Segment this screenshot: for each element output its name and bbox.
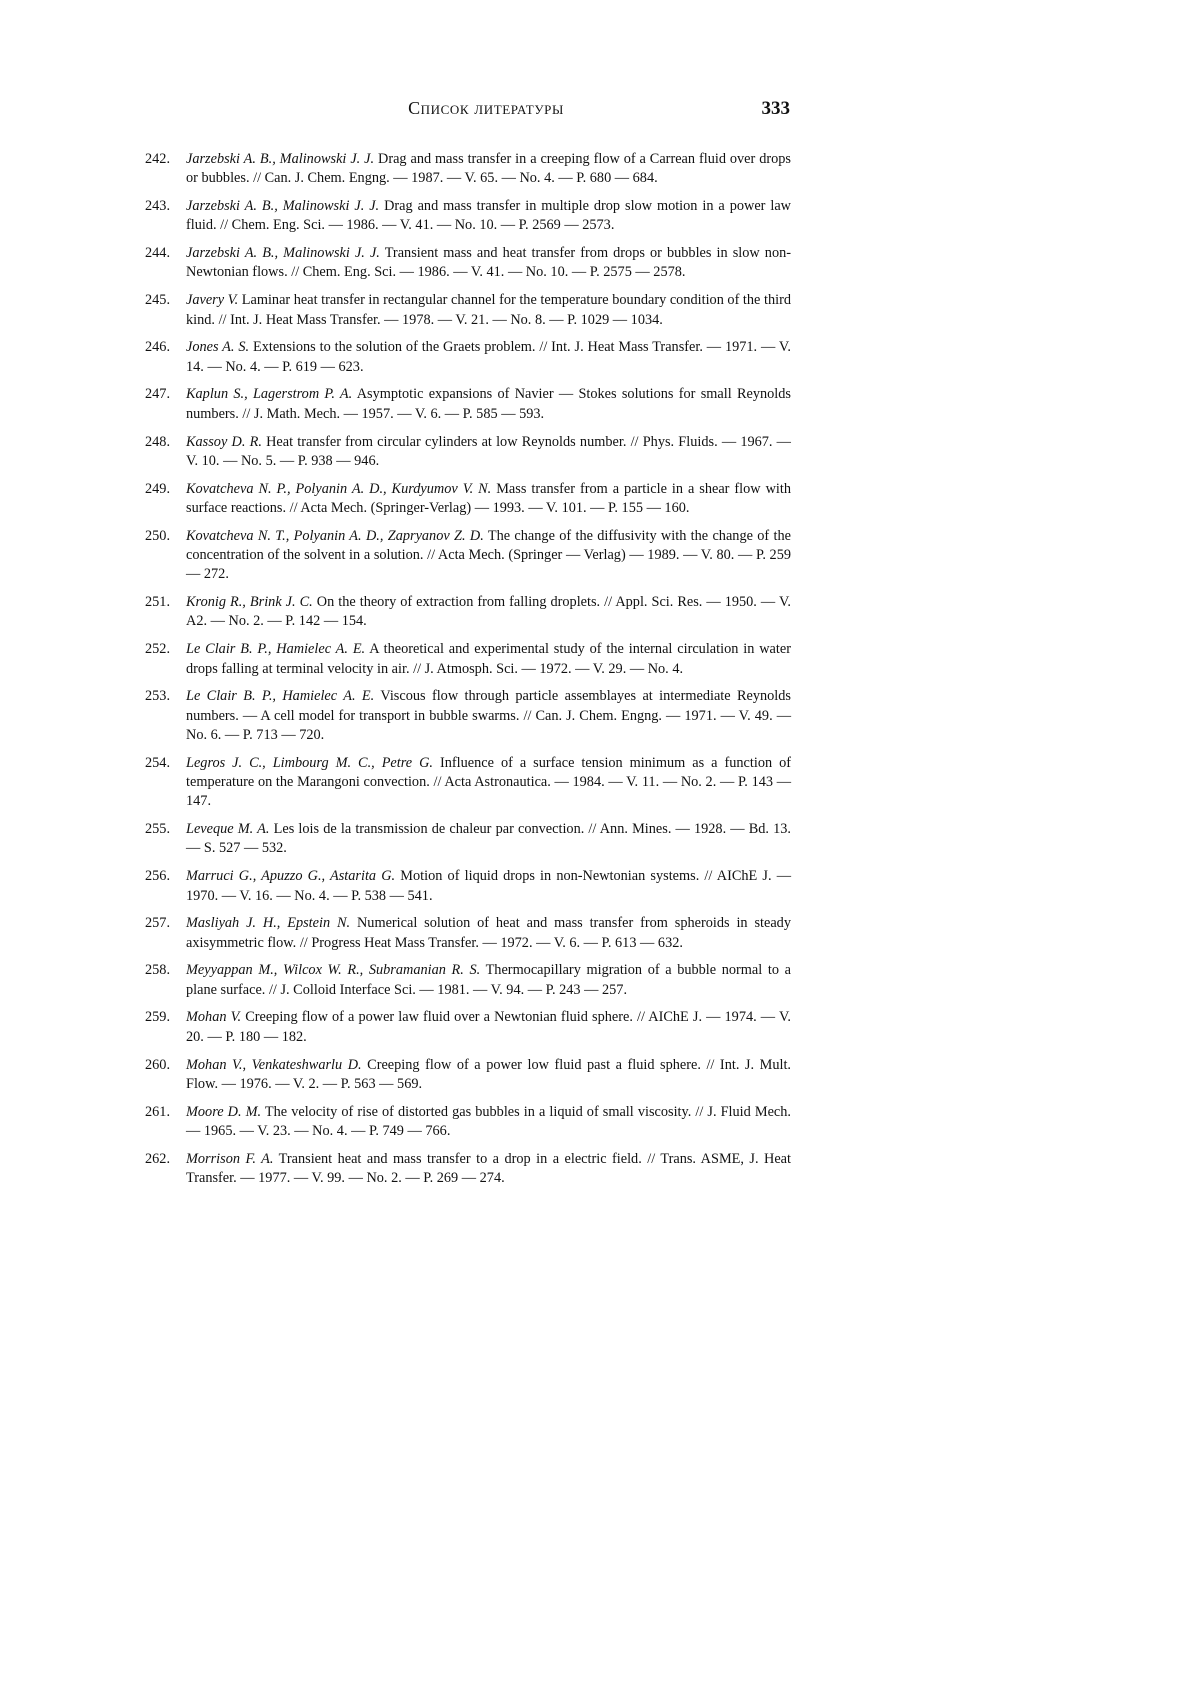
reference-number: 242. [145, 151, 171, 167]
reference-number: 254. [145, 754, 171, 771]
reference-text: On the theory of extraction from falling droplets. // Appl. Sci. Res. — 1950. — V. A2. — No. 2. — P. 142 — 154. [186, 594, 791, 630]
reference-item [145, 197, 791, 236]
reference-text: Numerical solution of heat and mass transfer from spheroids in steady axisymmetric flow. // Progress Heat Mass Transfer. — 1972. — V. 6. — P. 613 — 632. [186, 915, 791, 951]
reference-number: 258. [145, 962, 171, 979]
reference-item [145, 1008, 791, 1047]
reference-number: 255. [145, 821, 171, 838]
reference-item [145, 914, 791, 953]
reference-number: 246. [145, 339, 171, 356]
reference-number: 249. [145, 480, 171, 497]
reference-authors: Masliyah J. H., Epstein N. [186, 915, 351, 932]
reference-number: 256. [145, 868, 171, 885]
reference-number: 244. [145, 245, 171, 262]
reference-authors: Kaplun S., Lagerstrom P. A. [186, 386, 353, 403]
reference-number: 260. [145, 1056, 171, 1073]
reference-number: 247. [145, 386, 171, 403]
reference-authors: Kassoy D. R. [186, 433, 262, 450]
reference-item [145, 244, 791, 283]
reference-authors: Meyyappan M., Wilcox W. R., Subramanian R. S. [186, 962, 481, 979]
reference-item [145, 820, 791, 859]
reference-authors: Mohan V. [186, 1009, 242, 1026]
running-title: Список литературы [408, 98, 564, 118]
reference-item [145, 1150, 791, 1189]
reference-number: 253. [145, 688, 171, 705]
reference-authors: Mohan V., Venkateshwarlu D. [186, 1056, 362, 1073]
reference-text: A theoretical and experimental study of the internal circulation in water drops falling at terminal velocity in air. // J. Atmosph. Sci. — 1972. — V. 29. — No. 4. [186, 641, 791, 677]
page-number: 333 [761, 98, 790, 119]
reference-text: Asymptotic expansions of Navier — Stokes solutions for small Reynolds numbers. // J. Math. Mech. — 1957. — V. 6. — P. 585 — 593. [186, 386, 791, 422]
reference-authors: Javery V. [186, 292, 239, 309]
reference-text: Drag and mass transfer in multiple drop slow motion in a power law fluid. // Chem. Eng. Sci. — 1986. — V. 41. — No. 10. — P. 2569 — 2573. [186, 198, 792, 234]
reference-number: 243. [145, 198, 171, 215]
reference-item [145, 687, 791, 745]
reference-authors: Kovatcheva N. P., Polyanin A. D., Kurdyumov V. N. [186, 480, 492, 497]
reference-item [145, 1056, 791, 1095]
reference-text: Influence of a surface tension minimum as a function of temperature on the Marangoni convection. // Acta Astronautica. — 1984. — V. 11. — No. 2. — P. 143 — 147. [186, 754, 792, 810]
reference-item [145, 291, 791, 330]
reference-text: Motion of liquid drops in non-Newtonian systems. // AIChE J. — 1970. — V. 16. — No. 4. — P. 538 — 541. [186, 868, 791, 904]
reference-item [145, 480, 791, 519]
reference-authors: Jarzebski A. B., Malinowski J. J. [186, 198, 380, 215]
reference-item [145, 754, 791, 812]
reference-text: Laminar heat transfer in rectangular channel for the temperature boundary condition of the third kind. // Int. J. Heat Mass Transfer. — 1978. — V. 21. — No. 8. — P. 1029 — 1034. [186, 292, 791, 328]
reference-authors: Kovatcheva N. T., Polyanin A. D., Zapryanov Z. D. [186, 527, 484, 544]
reference-authors: Moore D. M. [186, 1103, 262, 1120]
page-header [182, 98, 790, 126]
reference-item [145, 640, 791, 679]
reference-text: The change of the diffusivity with the change of the concentration of the solvent in a solution. // Acta Mech. (Springer — Verlag) — 1989. — V. 80. — P. 259 — 272. [186, 527, 791, 583]
reference-authors: Leveque M. A. [186, 821, 270, 838]
reference-authors: Jarzebski A. B., Malinowski J. J. [186, 245, 380, 262]
reference-authors: Le Clair B. P., Hamielec A. E. [186, 641, 366, 658]
reference-text: Heat transfer from circular cylinders at low Reynolds number. // Phys. Fluids. — 1967. — V. 10. — No. 5. — P. 938 — 946. [186, 433, 791, 469]
reference-text: Creeping flow of a power low fluid past a fluid sphere. // Int. J. Mult. Flow. — 1976. — V. 2. — P. 563 — 569. [186, 1056, 791, 1092]
reference-number: 257. [145, 915, 171, 932]
reference-authors: Morrison F. A. [186, 1150, 274, 1167]
reference-number: 252. [145, 641, 171, 658]
reference-text: Transient heat and mass transfer to a drop in a electric field. // Trans. ASME, J. Heat Transfer. — 1977. — V. 99. — No. 2. — P. 269 — 274. [186, 1150, 791, 1187]
reference-authors: Jones A. S. [186, 339, 250, 356]
reference-authors: Marruci G., Apuzzo G., Astarita G. [186, 868, 396, 885]
reference-number: 262. [145, 1150, 171, 1167]
reference-text: Drag and mass transfer in a creeping flow of a Carrean fluid over drops or bubbles. // Can. J. Chem. Engng. — 1987. — V. 65. — No. 4. — P. 680 — 684. [186, 151, 791, 187]
reference-item [145, 593, 791, 632]
reference-authors: Legros J. C., Limbourg M. C., Petre G. [186, 754, 434, 771]
reference-number: 250. [145, 527, 171, 544]
reference-number: 261. [145, 1103, 171, 1120]
reference-item [145, 527, 791, 585]
reference-text: Extensions to the solution of the Graets problem. // Int. J. Heat Mass Transfer. — 1971. — V. 14. — No. 4. — P. 619 — 623. [186, 339, 791, 375]
reference-authors: Jarzebski A. B., Malinowski J. J. [186, 151, 375, 167]
reference-list [145, 150, 791, 1197]
reference-item [145, 867, 791, 906]
reference-authors: Kronig R., Brink J. C. [186, 594, 313, 611]
reference-number: 245. [145, 292, 171, 309]
reference-number: 251. [145, 594, 171, 611]
reference-text: Mass transfer from a particle in a shear flow with surface reactions. // Acta Mech. (Springer-Verlag) — 1993. — V. 101. — P. 155 — 160. [186, 480, 791, 516]
reference-item [145, 1103, 791, 1142]
reference-item [145, 385, 791, 424]
reference-text: Thermocapillary migration of a bubble normal to a plane surface. // J. Colloid Interface Sci. — 1981. — V. 94. — P. 243 — 257. [186, 962, 791, 998]
reference-text: Transient mass and heat transfer from drops or bubbles in slow non-Newtonian flows. // Chem. Eng. Sci. — 1986. — V. 41. — No. 10. — P. 2575 — 2578. [186, 245, 792, 281]
reference-text: The velocity of rise of distorted gas bubbles in a liquid of small viscosity. // J. Fluid Mech. — 1965. — V. 23. — No. 4. — P. 749 — 766. [186, 1103, 791, 1139]
reference-authors: Le Clair B. P., Hamielec A. E. [186, 688, 375, 705]
reference-number: 259. [145, 1009, 171, 1026]
reference-number: 248. [145, 433, 171, 450]
reference-text: Les lois de la transmission de chaleur par convection. // Ann. Mines. — 1928. — Bd. 13. — S. 527 — 532. [186, 821, 792, 857]
reference-item [145, 150, 791, 189]
reference-item [145, 433, 791, 472]
reference-item [145, 338, 791, 377]
reference-text: Viscous flow through particle assemblayes at intermediate Reynolds numbers. — A cell model for transport in bubble swarms. // Can. J. Chem. Engng. — 1971. — V. 49. — No. 6. — P. 713 — 720. [186, 688, 791, 743]
reference-item [145, 961, 791, 1000]
reference-text: Creeping flow of a power law fluid over a Newtonian fluid sphere. // AIChE J. — 1974. — V. 20. — P. 180 — 182. [186, 1009, 791, 1045]
